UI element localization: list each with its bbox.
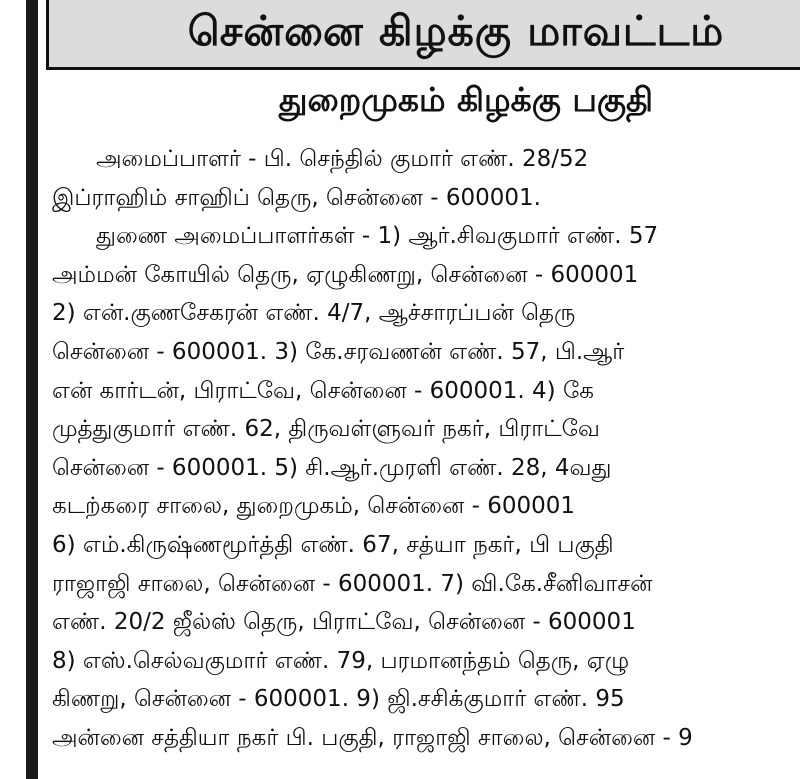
article-line: கிணறு, சென்னை - 600001. 9) ஜி.சசிக்குமார் எண். 95 <box>52 686 625 713</box>
column-rule <box>26 0 38 779</box>
article-line: துணை அமைப்பாளர்கள் - 1) ஆர்.சிவகுமார் எண். 57 <box>96 223 659 250</box>
column-rule-gap <box>38 0 44 779</box>
district-heading: சென்னை கிழக்கு மாவட்டம் <box>187 6 725 55</box>
district-heading-box <box>46 0 800 70</box>
article-line: 2) என்.குணசேகரன் எண். 4/7, ஆச்சாரப்பன் தெரு <box>52 300 576 327</box>
article-line: அம்மன் கோயில் தெரு, ஏழுகிணறு, சென்னை - 600001 <box>52 261 639 288</box>
article-line: என் கார்டன், பிராட்வே, சென்னை - 600001. 4) கே <box>52 377 594 404</box>
article-line: 8) எஸ்.செல்வகுமார் எண். 79, பரமானந்தம் தெரு, ஏழு <box>52 647 630 674</box>
article-line: எண். 20/2 ஜீல்ஸ் தெரு, பிராட்வே, சென்னை - 600001 <box>52 609 636 636</box>
article-line: இப்ராஹிம் சாஹிப் தெரு, சென்னை - 600001. <box>52 184 541 211</box>
article-body <box>52 140 800 758</box>
section-subheading: துறைமுகம் கிழக்கு பகுதி <box>278 80 654 119</box>
article-line: ராஜாஜி சாலை, சென்னை - 600001. 7) வி.கே.சீனிவாசன் <box>52 570 653 597</box>
article-line: அன்னை சத்தியா நகர் பி. பகுதி, ராஜாஜி சாலை, சென்னை - 9 <box>52 724 693 751</box>
article-line: முத்துகுமார் எண். 62, திருவள்ளுவர் நகர், பிராட்வே <box>52 416 600 443</box>
article-line: அமைப்பாளர் - பி. செந்தில் குமார் எண். 28/52 <box>96 146 589 172</box>
article-line: சென்னை - 600001. 3) கே.சரவணன் எண். 57, பி.ஆர் <box>52 338 625 365</box>
article-line: சென்னை - 600001. 5) சி.ஆர்.முரளி எண். 28, 4வது <box>52 454 612 481</box>
article-line: 6) எம்.கிருஷ்ணமூர்த்தி எண். 67, சத்யா நகர், பி பகுதி <box>52 531 614 558</box>
article-line: கடற்கரை சாலை, துறைமுகம், சென்னை - 600001 <box>52 493 576 520</box>
